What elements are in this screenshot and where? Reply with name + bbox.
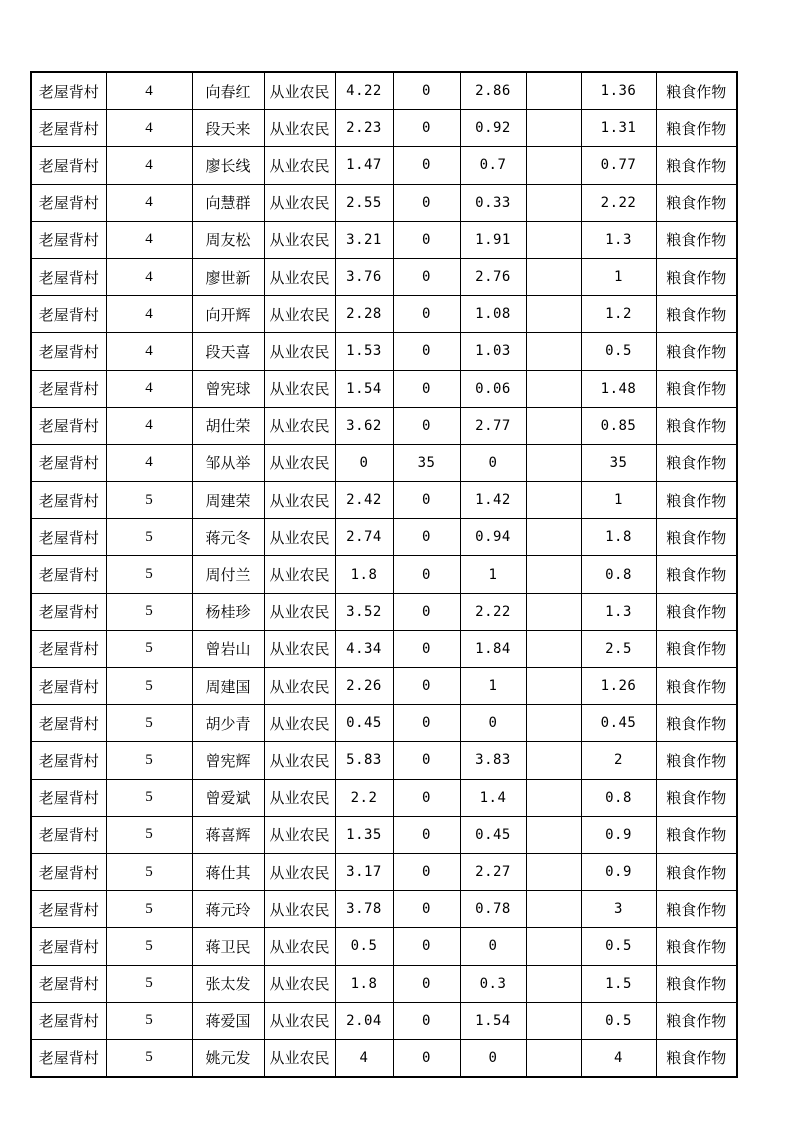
village-cell: 老屋背村	[31, 482, 106, 519]
col6-cell: 0	[393, 519, 460, 556]
col9-cell: 0.9	[581, 853, 656, 890]
group-cell: 5	[106, 1002, 192, 1039]
village-cell: 老屋背村	[31, 556, 106, 593]
crop-cell: 粮食作物	[656, 630, 737, 667]
occupation-cell: 从业农民	[264, 816, 335, 853]
crop-cell: 粮食作物	[656, 891, 737, 928]
col6-cell: 0	[393, 110, 460, 147]
area-cell: 1.54	[335, 370, 393, 407]
table-row	[31, 482, 737, 519]
crop-cell: 粮食作物	[656, 407, 737, 444]
col7-cell: 0.7	[460, 147, 526, 184]
col7-cell: 3.83	[460, 742, 526, 779]
col6-cell: 0	[393, 556, 460, 593]
area-cell: 3.78	[335, 891, 393, 928]
col6-cell: 0	[393, 184, 460, 221]
crop-cell: 粮食作物	[656, 853, 737, 890]
col6-cell: 0	[393, 407, 460, 444]
village-cell: 老屋背村	[31, 184, 106, 221]
area-cell: 2.04	[335, 1002, 393, 1039]
col7-cell: 0	[460, 928, 526, 965]
col7-cell: 1.91	[460, 221, 526, 258]
area-cell: 3.62	[335, 407, 393, 444]
name-cell: 曾爱斌	[192, 779, 264, 816]
col6-cell: 0	[393, 147, 460, 184]
col7-cell: 1	[460, 668, 526, 705]
area-cell: 2.26	[335, 668, 393, 705]
table-row	[31, 705, 737, 742]
blank-cell	[526, 1002, 581, 1039]
col7-cell: 1.03	[460, 333, 526, 370]
occupation-cell: 从业农民	[264, 1039, 335, 1077]
occupation-cell: 从业农民	[264, 370, 335, 407]
village-cell: 老屋背村	[31, 928, 106, 965]
crop-cell: 粮食作物	[656, 742, 737, 779]
col7-cell: 0	[460, 1039, 526, 1077]
area-cell: 3.52	[335, 593, 393, 630]
col6-cell: 0	[393, 816, 460, 853]
blank-cell	[526, 705, 581, 742]
group-cell: 5	[106, 482, 192, 519]
occupation-cell: 从业农民	[264, 482, 335, 519]
col7-cell: 1	[460, 556, 526, 593]
col9-cell: 2.5	[581, 630, 656, 667]
col7-cell: 2.77	[460, 407, 526, 444]
name-cell: 周付兰	[192, 556, 264, 593]
col9-cell: 2.22	[581, 184, 656, 221]
area-cell: 4.22	[335, 72, 393, 110]
blank-cell	[526, 407, 581, 444]
village-cell: 老屋背村	[31, 147, 106, 184]
area-cell: 1.8	[335, 556, 393, 593]
col9-cell: 1.3	[581, 593, 656, 630]
table-row	[31, 72, 737, 110]
name-cell: 胡少青	[192, 705, 264, 742]
crop-cell: 粮食作物	[656, 147, 737, 184]
table-row	[31, 630, 737, 667]
col9-cell: 1.5	[581, 965, 656, 1002]
group-cell: 4	[106, 110, 192, 147]
village-cell: 老屋背村	[31, 630, 106, 667]
occupation-cell: 从业农民	[264, 184, 335, 221]
col7-cell: 2.86	[460, 72, 526, 110]
blank-cell	[526, 72, 581, 110]
name-cell: 周建国	[192, 668, 264, 705]
col9-cell: 0.5	[581, 333, 656, 370]
col7-cell: 1.54	[460, 1002, 526, 1039]
area-cell: 2.74	[335, 519, 393, 556]
col9-cell: 3	[581, 891, 656, 928]
name-cell: 廖世新	[192, 258, 264, 295]
group-cell: 4	[106, 184, 192, 221]
blank-cell	[526, 333, 581, 370]
crop-cell: 粮食作物	[656, 184, 737, 221]
blank-cell	[526, 147, 581, 184]
col6-cell: 0	[393, 630, 460, 667]
name-cell: 周友松	[192, 221, 264, 258]
name-cell: 蒋元冬	[192, 519, 264, 556]
name-cell: 姚元发	[192, 1039, 264, 1077]
blank-cell	[526, 779, 581, 816]
area-cell: 0	[335, 444, 393, 481]
area-cell: 4	[335, 1039, 393, 1077]
blank-cell	[526, 593, 581, 630]
col7-cell: 2.27	[460, 853, 526, 890]
name-cell: 曾岩山	[192, 630, 264, 667]
area-cell: 0.45	[335, 705, 393, 742]
group-cell: 5	[106, 668, 192, 705]
village-cell: 老屋背村	[31, 333, 106, 370]
name-cell: 段天来	[192, 110, 264, 147]
group-cell: 5	[106, 742, 192, 779]
blank-cell	[526, 370, 581, 407]
col7-cell: 0.45	[460, 816, 526, 853]
col6-cell: 0	[393, 928, 460, 965]
col7-cell: 0.33	[460, 184, 526, 221]
group-cell: 4	[106, 444, 192, 481]
blank-cell	[526, 742, 581, 779]
blank-cell	[526, 816, 581, 853]
occupation-cell: 从业农民	[264, 668, 335, 705]
col9-cell: 1.48	[581, 370, 656, 407]
crop-cell: 粮食作物	[656, 965, 737, 1002]
blank-cell	[526, 891, 581, 928]
village-cell: 老屋背村	[31, 705, 106, 742]
group-cell: 4	[106, 72, 192, 110]
group-cell: 5	[106, 928, 192, 965]
col9-cell: 1.31	[581, 110, 656, 147]
name-cell: 曾宪辉	[192, 742, 264, 779]
occupation-cell: 从业农民	[264, 221, 335, 258]
crop-cell: 粮食作物	[656, 221, 737, 258]
table-row	[31, 668, 737, 705]
crop-cell: 粮食作物	[656, 110, 737, 147]
col7-cell: 0.92	[460, 110, 526, 147]
occupation-cell: 从业农民	[264, 110, 335, 147]
col9-cell: 1	[581, 482, 656, 519]
occupation-cell: 从业农民	[264, 147, 335, 184]
table-row	[31, 296, 737, 333]
col7-cell: 0.3	[460, 965, 526, 1002]
group-cell: 4	[106, 147, 192, 184]
table-body	[31, 72, 737, 1077]
village-cell: 老屋背村	[31, 779, 106, 816]
col9-cell: 0.8	[581, 779, 656, 816]
blank-cell	[526, 928, 581, 965]
col6-cell: 35	[393, 444, 460, 481]
col9-cell: 0.85	[581, 407, 656, 444]
occupation-cell: 从业农民	[264, 556, 335, 593]
group-cell: 5	[106, 965, 192, 1002]
table-row	[31, 556, 737, 593]
col6-cell: 0	[393, 891, 460, 928]
col6-cell: 0	[393, 258, 460, 295]
group-cell: 5	[106, 630, 192, 667]
crop-cell: 粮食作物	[656, 556, 737, 593]
col7-cell: 1.84	[460, 630, 526, 667]
table-row	[31, 147, 737, 184]
group-cell: 5	[106, 705, 192, 742]
table-row	[31, 1039, 737, 1077]
group-cell: 5	[106, 779, 192, 816]
table-row	[31, 110, 737, 147]
group-cell: 5	[106, 853, 192, 890]
occupation-cell: 从业农民	[264, 333, 335, 370]
crop-cell: 粮食作物	[656, 928, 737, 965]
group-cell: 4	[106, 221, 192, 258]
col9-cell: 0.45	[581, 705, 656, 742]
blank-cell	[526, 444, 581, 481]
name-cell: 向春红	[192, 72, 264, 110]
village-cell: 老屋背村	[31, 1039, 106, 1077]
village-cell: 老屋背村	[31, 258, 106, 295]
name-cell: 邹从举	[192, 444, 264, 481]
blank-cell	[526, 1039, 581, 1077]
crop-cell: 粮食作物	[656, 519, 737, 556]
group-cell: 4	[106, 370, 192, 407]
crop-cell: 粮食作物	[656, 72, 737, 110]
village-cell: 老屋背村	[31, 891, 106, 928]
name-cell: 曾宪球	[192, 370, 264, 407]
col9-cell: 1.2	[581, 296, 656, 333]
blank-cell	[526, 519, 581, 556]
group-cell: 4	[106, 407, 192, 444]
table-row	[31, 184, 737, 221]
table-row	[31, 965, 737, 1002]
occupation-cell: 从业农民	[264, 296, 335, 333]
crop-cell: 粮食作物	[656, 779, 737, 816]
occupation-cell: 从业农民	[264, 779, 335, 816]
village-cell: 老屋背村	[31, 110, 106, 147]
name-cell: 胡仕荣	[192, 407, 264, 444]
area-cell: 1.8	[335, 965, 393, 1002]
crop-cell: 粮食作物	[656, 593, 737, 630]
col9-cell: 0.8	[581, 556, 656, 593]
blank-cell	[526, 853, 581, 890]
col6-cell: 0	[393, 72, 460, 110]
col9-cell: 1.3	[581, 221, 656, 258]
table-row	[31, 407, 737, 444]
name-cell: 廖长线	[192, 147, 264, 184]
area-cell: 2.23	[335, 110, 393, 147]
name-cell: 向慧群	[192, 184, 264, 221]
crop-cell: 粮食作物	[656, 1039, 737, 1077]
village-cell: 老屋背村	[31, 593, 106, 630]
village-cell: 老屋背村	[31, 296, 106, 333]
col6-cell: 0	[393, 221, 460, 258]
col7-cell: 0.94	[460, 519, 526, 556]
area-cell: 1.35	[335, 816, 393, 853]
crop-cell: 粮食作物	[656, 668, 737, 705]
col9-cell: 0.77	[581, 147, 656, 184]
crop-cell: 粮食作物	[656, 705, 737, 742]
table-row	[31, 519, 737, 556]
area-cell: 5.83	[335, 742, 393, 779]
occupation-cell: 从业农民	[264, 891, 335, 928]
table-row	[31, 816, 737, 853]
village-cell: 老屋背村	[31, 742, 106, 779]
table-row	[31, 221, 737, 258]
village-cell: 老屋背村	[31, 816, 106, 853]
col7-cell: 0.06	[460, 370, 526, 407]
col9-cell: 0.5	[581, 1002, 656, 1039]
col9-cell: 0.5	[581, 928, 656, 965]
col9-cell: 1.26	[581, 668, 656, 705]
col7-cell: 1.08	[460, 296, 526, 333]
occupation-cell: 从业农民	[264, 407, 335, 444]
village-cell: 老屋背村	[31, 407, 106, 444]
land-register-table	[30, 71, 738, 1078]
blank-cell	[526, 482, 581, 519]
col6-cell: 0	[393, 705, 460, 742]
crop-cell: 粮食作物	[656, 816, 737, 853]
occupation-cell: 从业农民	[264, 1002, 335, 1039]
occupation-cell: 从业农民	[264, 742, 335, 779]
occupation-cell: 从业农民	[264, 444, 335, 481]
col6-cell: 0	[393, 1039, 460, 1077]
area-cell: 3.17	[335, 853, 393, 890]
blank-cell	[526, 184, 581, 221]
table-row	[31, 742, 737, 779]
col9-cell: 1	[581, 258, 656, 295]
blank-cell	[526, 110, 581, 147]
blank-cell	[526, 965, 581, 1002]
group-cell: 4	[106, 258, 192, 295]
col9-cell: 2	[581, 742, 656, 779]
col6-cell: 0	[393, 779, 460, 816]
table-row	[31, 1002, 737, 1039]
group-cell: 5	[106, 891, 192, 928]
col6-cell: 0	[393, 965, 460, 1002]
crop-cell: 粮食作物	[656, 333, 737, 370]
area-cell: 1.53	[335, 333, 393, 370]
occupation-cell: 从业农民	[264, 705, 335, 742]
occupation-cell: 从业农民	[264, 72, 335, 110]
col7-cell: 2.76	[460, 258, 526, 295]
col9-cell: 35	[581, 444, 656, 481]
blank-cell	[526, 296, 581, 333]
table-row	[31, 370, 737, 407]
table-row	[31, 444, 737, 481]
area-cell: 2.55	[335, 184, 393, 221]
name-cell: 张太发	[192, 965, 264, 1002]
name-cell: 蒋仕其	[192, 853, 264, 890]
occupation-cell: 从业农民	[264, 853, 335, 890]
table-row	[31, 779, 737, 816]
village-cell: 老屋背村	[31, 1002, 106, 1039]
village-cell: 老屋背村	[31, 965, 106, 1002]
area-cell: 0.5	[335, 928, 393, 965]
area-cell: 2.2	[335, 779, 393, 816]
occupation-cell: 从业农民	[264, 519, 335, 556]
name-cell: 段天喜	[192, 333, 264, 370]
name-cell: 向开辉	[192, 296, 264, 333]
table-row	[31, 928, 737, 965]
village-cell: 老屋背村	[31, 444, 106, 481]
crop-cell: 粮食作物	[656, 296, 737, 333]
blank-cell	[526, 221, 581, 258]
village-cell: 老屋背村	[31, 370, 106, 407]
group-cell: 5	[106, 816, 192, 853]
name-cell: 蒋元玲	[192, 891, 264, 928]
col6-cell: 0	[393, 853, 460, 890]
name-cell: 周建荣	[192, 482, 264, 519]
col7-cell: 2.22	[460, 593, 526, 630]
blank-cell	[526, 630, 581, 667]
col9-cell: 1.36	[581, 72, 656, 110]
village-cell: 老屋背村	[31, 72, 106, 110]
group-cell: 5	[106, 593, 192, 630]
name-cell: 蒋喜辉	[192, 816, 264, 853]
crop-cell: 粮食作物	[656, 482, 737, 519]
occupation-cell: 从业农民	[264, 965, 335, 1002]
table-row	[31, 258, 737, 295]
group-cell: 5	[106, 1039, 192, 1077]
col6-cell: 0	[393, 333, 460, 370]
col9-cell: 0.9	[581, 816, 656, 853]
village-cell: 老屋背村	[31, 221, 106, 258]
area-cell: 1.47	[335, 147, 393, 184]
col9-cell: 1.8	[581, 519, 656, 556]
group-cell: 5	[106, 556, 192, 593]
col6-cell: 0	[393, 370, 460, 407]
occupation-cell: 从业农民	[264, 258, 335, 295]
village-cell: 老屋背村	[31, 668, 106, 705]
col6-cell: 0	[393, 742, 460, 779]
name-cell: 蒋卫民	[192, 928, 264, 965]
area-cell: 4.34	[335, 630, 393, 667]
table-row	[31, 853, 737, 890]
crop-cell: 粮食作物	[656, 370, 737, 407]
col7-cell: 0.78	[460, 891, 526, 928]
crop-cell: 粮食作物	[656, 1002, 737, 1039]
table-row	[31, 891, 737, 928]
group-cell: 5	[106, 519, 192, 556]
col6-cell: 0	[393, 482, 460, 519]
crop-cell: 粮食作物	[656, 444, 737, 481]
col7-cell: 1.4	[460, 779, 526, 816]
col7-cell: 1.42	[460, 482, 526, 519]
col6-cell: 0	[393, 593, 460, 630]
occupation-cell: 从业农民	[264, 593, 335, 630]
blank-cell	[526, 556, 581, 593]
col6-cell: 0	[393, 1002, 460, 1039]
col9-cell: 4	[581, 1039, 656, 1077]
area-cell: 2.28	[335, 296, 393, 333]
occupation-cell: 从业农民	[264, 928, 335, 965]
occupation-cell: 从业农民	[264, 630, 335, 667]
name-cell: 蒋爱国	[192, 1002, 264, 1039]
table-row	[31, 593, 737, 630]
group-cell: 4	[106, 296, 192, 333]
col7-cell: 0	[460, 705, 526, 742]
area-cell: 3.76	[335, 258, 393, 295]
village-cell: 老屋背村	[31, 853, 106, 890]
blank-cell	[526, 668, 581, 705]
col6-cell: 0	[393, 668, 460, 705]
table-row	[31, 333, 737, 370]
village-cell: 老屋背村	[31, 519, 106, 556]
name-cell: 杨桂珍	[192, 593, 264, 630]
group-cell: 4	[106, 333, 192, 370]
area-cell: 3.21	[335, 221, 393, 258]
area-cell: 2.42	[335, 482, 393, 519]
blank-cell	[526, 258, 581, 295]
col6-cell: 0	[393, 296, 460, 333]
crop-cell: 粮食作物	[656, 258, 737, 295]
col7-cell: 0	[460, 444, 526, 481]
